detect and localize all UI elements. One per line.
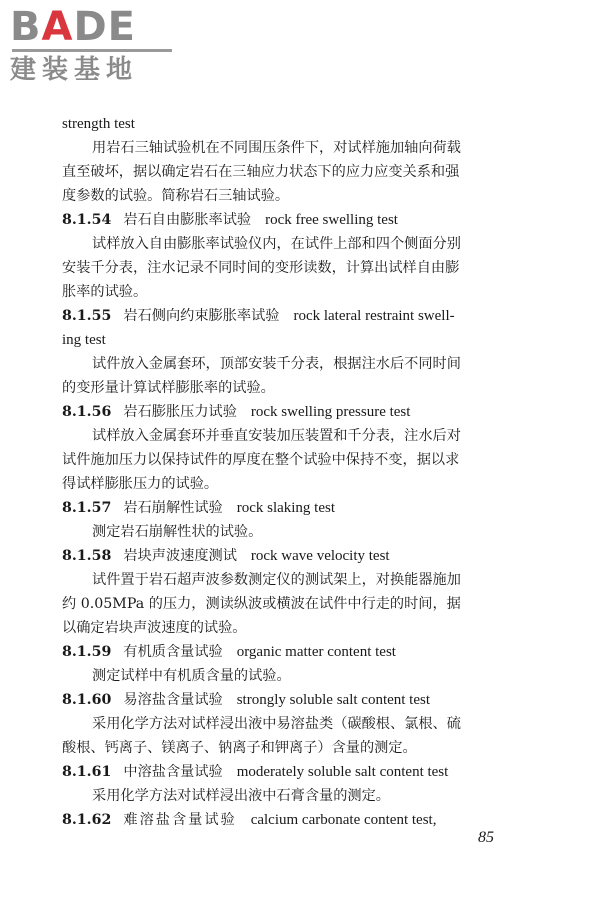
term-heading-8-1-62: 8.1.62 难溶盐含量试验 calcium carbonate content test,: [62, 812, 437, 828]
term-heading-8-1-54: 8.1.54 岩石自由膨胀率试验 rock free swelling test: [62, 212, 398, 228]
text-line: ing test: [62, 332, 106, 348]
text-line: 试件放入金属套环，顶部安装千分表，根据注水后不同时间: [92, 356, 461, 372]
text-line: 试件置于岩石超声波参数测定仪的测试架上，对换能器施加: [92, 572, 461, 588]
text-line: 度参数的试验。简称岩石三轴试验。: [62, 188, 290, 204]
text-line: 得试样膨胀压力的试验。: [62, 476, 219, 492]
term-heading-8-1-59: 8.1.59 有机质含量试验 organic matter content test: [62, 644, 396, 660]
page-body: [62, 112, 510, 832]
term-heading-8-1-58: 8.1.58 岩块声波速度测试 rock wave velocity test: [62, 548, 390, 564]
page-number: 85: [478, 829, 494, 846]
text-line: 以确定岩块声波速度的试验。: [62, 620, 247, 636]
term-heading-8-1-55: 8.1.55 岩石侧向约束膨胀率试验 rock lateral restraint swell-: [62, 308, 455, 324]
text-line: 测定岩石崩解性状的试验。: [92, 524, 263, 540]
text-line: 试件施加压力以保持试件的厚度在整个试验中保持不变，据以求: [62, 452, 460, 468]
text-line: strength test: [62, 116, 135, 132]
text-line: 用岩石三轴试验机在不同围压条件下，对试样施加轴向荷载: [92, 140, 461, 156]
text-line: 采用化学方法对试样浸出液中石膏含量的测定。: [92, 788, 390, 804]
logo-subtitle: 建装基地: [10, 55, 139, 85]
term-heading-8-1-61: 8.1.61 中溶盐含量试验 moderately soluble salt content test: [62, 764, 449, 780]
text-line: 约 0.05MPa 的压力，测读纵波或横波在试件中行走的时间，据: [62, 596, 461, 612]
text-line: 试样放入自由膨胀率试验仪内，在试件上部和四个侧面分别: [92, 236, 461, 252]
text-line: 安装千分表，注水记录不同时间的变形读数，计算出试样自由膨: [62, 260, 460, 276]
text-line: 采用化学方法对试样浸出液中易溶盐类（碳酸根、氯根、硫: [92, 716, 461, 732]
term-heading-8-1-56: 8.1.56 岩石膨胀压力试验 rock swelling pressure test: [62, 404, 411, 420]
text-line: 酸根、钙离子、镁离子、钠离子和钾离子）含量的测定。: [62, 740, 417, 756]
text-line: 胀率的试验。: [62, 284, 148, 300]
bade-logo: [10, 6, 180, 85]
text-line: 的变形量计算试样膨胀率的试验。: [62, 380, 275, 396]
term-heading-8-1-57: 8.1.57 岩石崩解性试验 rock slaking test: [62, 500, 336, 516]
text-line: 试样放入金属套环并垂直安装加压装置和千分表，注水后对: [92, 428, 461, 444]
term-heading-8-1-60: 8.1.60 易溶盐含量试验 strongly soluble salt content test: [62, 692, 431, 708]
text-line: 测定试样中有机质含量的试验。: [92, 668, 291, 684]
logo-wordmark: BADE: [10, 4, 136, 50]
text-line: 直至破坏，据以确定岩石在三轴应力状态下的应力应变关系和强: [62, 164, 460, 180]
